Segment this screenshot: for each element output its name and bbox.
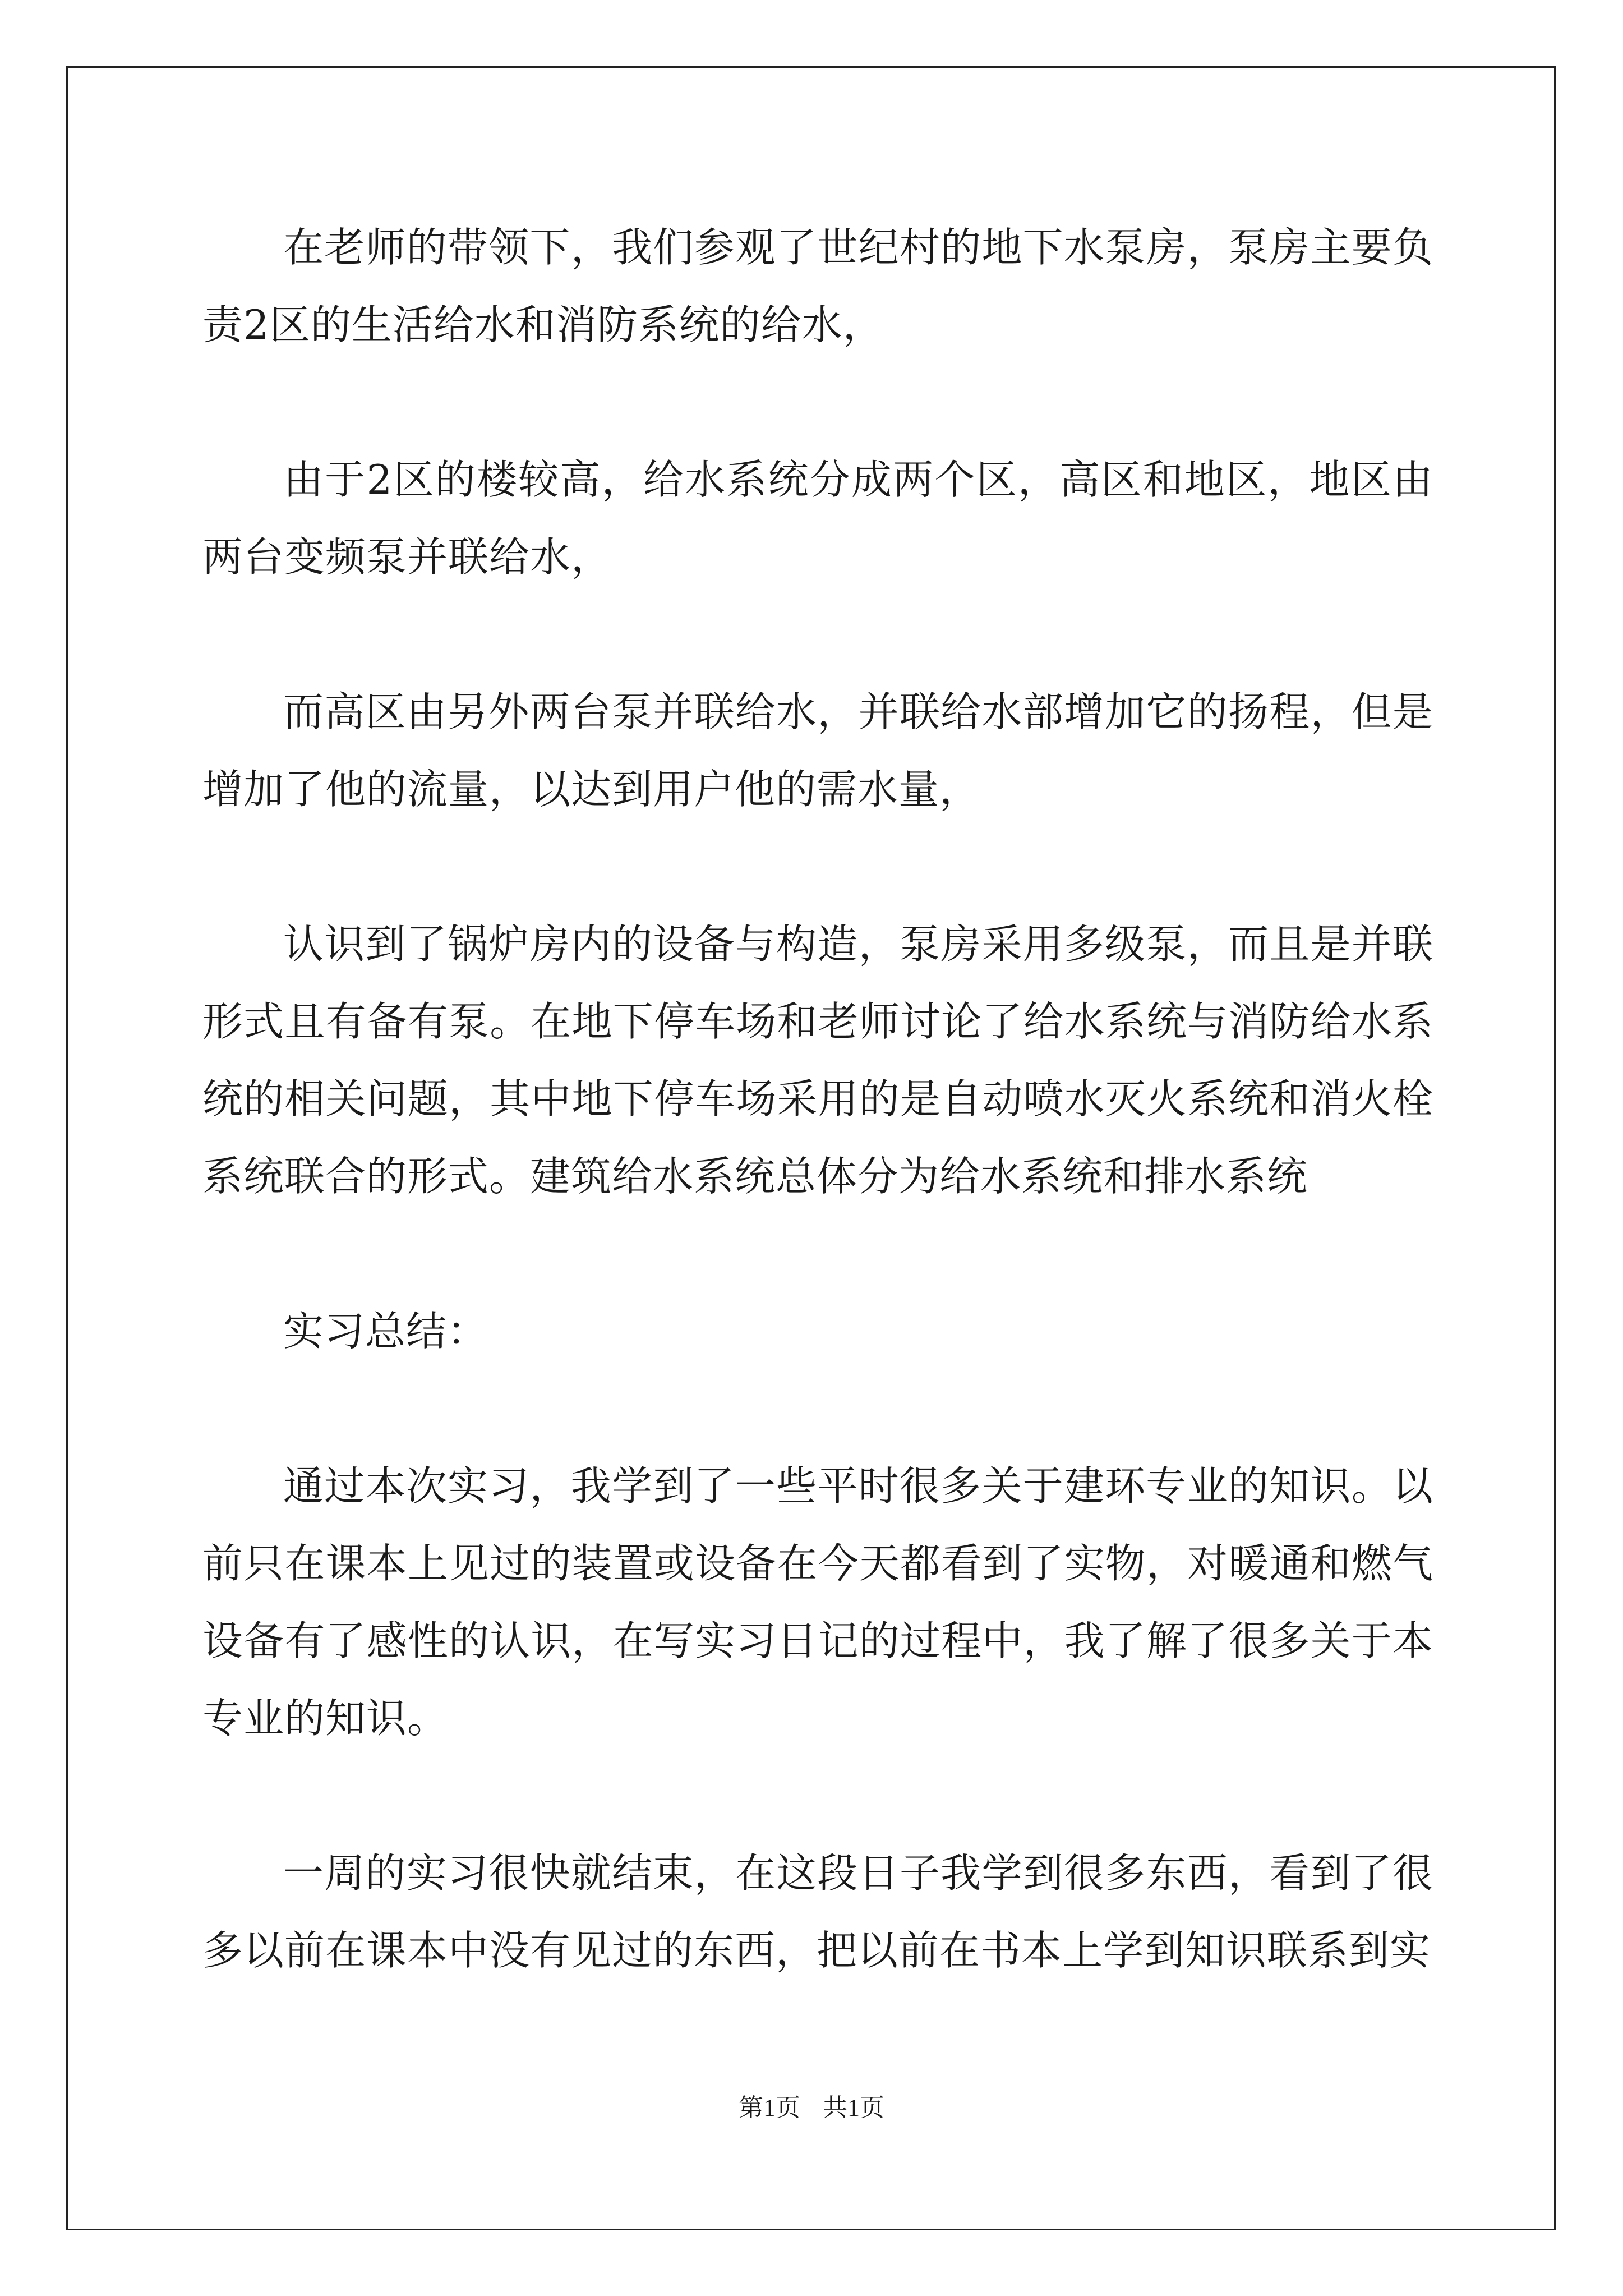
page-footer	[0, 2091, 1623, 2125]
paragraph-summary-week: 一周的实习很快就结束，在这段日子我学到很多东西，看到了很多以前在课本中没有见过的东西，把以前在书本上学到知识联系到实	[202, 1849, 1433, 1974]
document-body	[202, 209, 1433, 1989]
paragraph-summary-learned: 通过本次实习，我学到了一些平时很多关于建环专业的知识。以前只在课本上见过的装置或设备在今天都看到了实物，对暖通和燃气设备有了感性的认识，在写实习日记的过程中，我了解了很多关于本专业的知识。	[202, 1462, 1433, 1742]
paragraph-high-zone: 而高区由另外两台泵并联给水，并联给水部增加它的扬程，但是增加了他的流量，以达到用户他的需水量，	[202, 688, 1433, 813]
paragraph-boiler-room: 认识到了锅炉房内的设备与构造，泵房采用多级泵，而且是并联形式且有备有泵。在地下停车场和老师讨论了给水系统与消防给水系统的相关问题，其中地下停车场采用的是自动喷水灭火系统和消火栓系统联合的形式。建筑给水系统总体分为给水系统和排水系统	[202, 921, 1433, 1200]
paragraph-pump-room: 在老师的带领下，我们参观了世纪村的地下水泵房，泵房主要负责2区的生活给水和消防系统的给水，	[202, 224, 1433, 348]
paragraph-zones: 由于2区的楼较高，给水系统分成两个区，高区和地区，地区由两台变频泵并联给水，	[202, 456, 1433, 581]
section-heading-summary: 实习总结：	[283, 1308, 488, 1355]
page-total: 共1页	[823, 2094, 884, 2122]
page-number: 第1页	[739, 2094, 800, 2122]
